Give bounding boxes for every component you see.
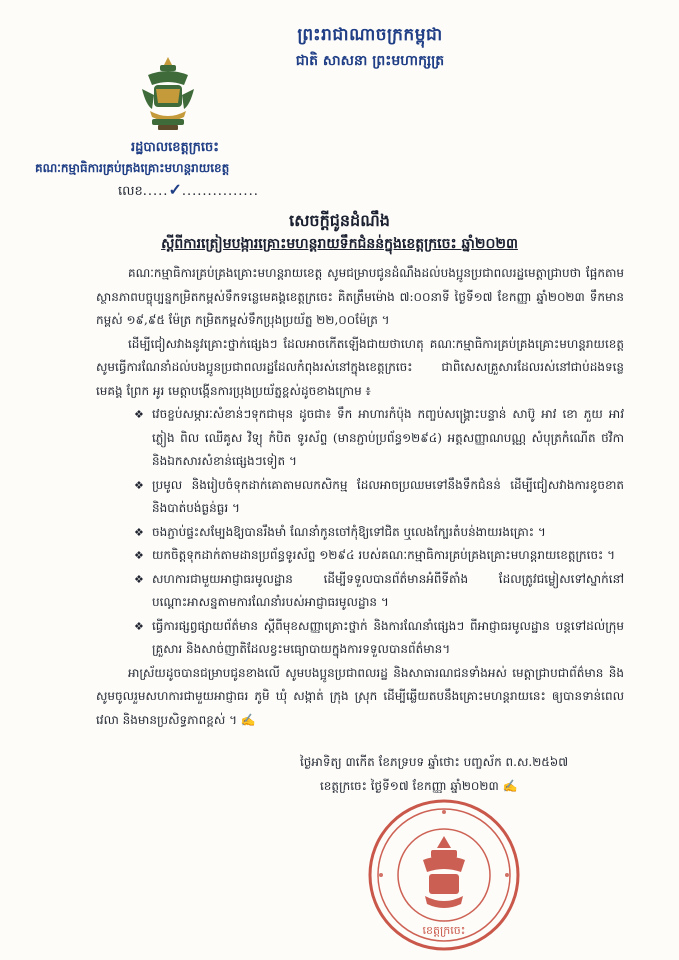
- list-item: ❖ ប្រមូល និងរៀបចំទុកដាក់គោតាមលកសិកម្ម ដែលអាចប្រឈមទៅនឹងទឹកជំនន់ ដើម្បីជៀសវាងការខូចខាត និងបាត់បង់ធ្ងន់ធ្ងរ ។: [134, 474, 624, 521]
- notice-body: [96, 262, 624, 732]
- solar-date: ខេត្តក្រចេះ ថ្ងៃទី១៧ ខែកញ្ញា ឆ្នាំ២០២៣: [320, 779, 499, 793]
- advice-list: [96, 403, 624, 662]
- kingdom-header: [250, 22, 490, 74]
- signature-mark: ✍: [502, 779, 518, 793]
- reference-number: [118, 180, 259, 202]
- issuer-block: [35, 138, 305, 178]
- issuer-committee: គណៈកម្មាធិការគ្រប់គ្រងគ្រោះមហន្តរាយខេត្ត: [35, 161, 230, 175]
- kingdom-name: ព្រះរាជាណាចក្រកម្ពុជា: [297, 25, 443, 45]
- closing-text: អាស្រ័យដូចបានជម្រាបជូនខាងលើ សូមបងប្អូនប្រជាពលរដ្ឋ និងសាធារណជនទាំងអស់ មេត្តាជ្រាបជាព័ត៌មាន និងសូមចូលរួមសហការជាមួយអាជ្ញាធរ ភូមិ ឃុំ សង្កាត់ ក្រុង ស្រុក ដើម្បីឆ្លើយតបនឹងគ្រោះមហន្តរាយនេះ ឲ្យបានទាន់ពេលវេលា និងមានប្រសិទ្ធភាពខ្ពស់ ។: [96, 665, 624, 727]
- solar-date-line: [320, 778, 679, 796]
- issuer-office: រដ្ឋបាលខេត្តក្រចេះ: [131, 140, 219, 155]
- closing-paragraph: [96, 662, 624, 733]
- list-item: ❖ ធ្វើការផ្សព្វផ្សាយព័ត៌មាន ស្ដីពីមុខសញ្ញាគ្រោះថ្នាក់ និងការណែនាំផ្សេងៗ ពីអាជ្ញាធរមូលដ្ឋាន បន្តទៅដល់ក្រុមគ្រួសារ និងសាច់ញាតិដែលខ្វះមធ្យោបាយក្នុងការទទួលបានព័ត៌មាន។: [134, 615, 624, 662]
- reference-mark: ✓: [168, 180, 182, 199]
- lunar-date: ថ្ងៃអាទិត្យ ៣កើត ខែភទ្របទ ឆ្នាំថោះ បញ្ចស័ក ព.ស.២៥៦៧: [300, 755, 569, 769]
- list-item: ❖ យកចិត្តទុកដាក់តាមដានប្រព័ន្ធទូរស័ព្ទ ១២៩៤ របស់គណៈកម្មាធិការគ្រប់គ្រងគ្រោះមហន្តរាយខេត្តក្រចេះ ។: [134, 544, 624, 568]
- notice-subject: ស្ដីពីការត្រៀមបង្ការគ្រោះមហន្តរាយទឹកជំនន់ក្នុងខេត្តក្រចេះ ឆ្នាំ២០២៣: [161, 236, 518, 252]
- reference-dots: .....: [142, 184, 169, 199]
- reference-label: លេខ: [118, 184, 143, 199]
- advice-paragraph: ដើម្បីជៀសវាងនូវគ្រោះថ្នាក់ផ្សេងៗ ដែលអាចកើតឡើងជាយថាហេតុ គណៈកម្មាធិការគ្រប់គ្រងគ្រោះមហន្តរាយខេត្ត សូមធ្វើការណែនាំដល់បងប្អូនប្រជាពលរដ្ឋដែលកំពុងរស់នៅក្នុងខេត្តក្រចេះ ជាពិសេសគ្រួសារដែលរស់នៅជាប់ដងទន្លេមេគង្គ ព្រែក អូរ មេត្តាបង្កើនការប្រុងប្រយ័ត្នខ្ពស់ដូចខាងក្រោម ៖: [96, 336, 624, 398]
- list-item: ❖ ចងភ្ជាប់ផ្ទះសម្បែងឱ្យបានរឹងមាំ ណែនាំកូនចៅកុំឱ្យទៅជិត ឬលេងក្បែរតំបន់ងាយរងគ្រោះ ។: [134, 521, 624, 545]
- coat-of-arms-emblem: [138, 55, 198, 133]
- list-item: ❖ វេចខ្ចប់សម្ភារៈសំខាន់ៗទុកជាមុន ដូចជា៖ ទឹក អាហារកំប៉ុង កញ្ចប់សង្គ្រោះបន្ទាន់ សាប៊ូ អាវ ខោ ភួយ អាវភ្លៀង ពិល ឈើគូស វិទ្យុ កំបិត ទូរស័ព្ទ (មានភ្ជាប់ប្រព័ន្ធ១២៩៤) អត្តសញ្ញាណបណ្ណ សំបុត្រកំណើត ថវិកា និងឯកសារសំខាន់ផ្សេងៗទៀត ។: [134, 403, 624, 474]
- notice-title: សេចក្ដីជូនដំណឹង: [289, 211, 390, 230]
- seal-text: ខេត្តក្រចេះ: [422, 924, 466, 937]
- kingdom-motto: ជាតិ សាសនា ព្រះមហាក្សត្រ: [295, 53, 445, 69]
- list-item: ❖ សហការជាមួយអាជ្ញាធរមូលដ្ឋាន ដើម្បីទទួលបានព័ត៌មានអំពីទីតាំង ដែលត្រូវជម្លៀសទៅស្នាក់នៅបណ្ដោះអាសន្នតាមការណែនាំរបស់អាជ្ញាធរមូលដ្ឋាន ។: [134, 568, 624, 615]
- intro-paragraph: គណៈកម្មាធិការគ្រប់គ្រងគ្រោះមហន្តរាយខេត្ត សូមជម្រាបជូនដំណឹងដល់បងប្អូនប្រជាពលរដ្ឋមេត្តាជ្រាបថា ផ្អែកតាមស្ថានភាពបច្ចុប្បន្នកម្រិតកម្ពស់ទឹកទន្លេមេគង្គខេត្តក្រចេះ គិតត្រឹមម៉ោង ៧:០០នាទី ថ្ងៃទី១៧ ខែកញ្ញា ឆ្នាំ២០២៣ ទឹកមានកម្ពស់ ១៩,៩៥ ម៉ែត្រ កម្រិតកម្ពស់ទឹកប្រុងប្រយ័ត្ន ២២,០០ម៉ែត្រ ។: [96, 266, 624, 327]
- official-seal: [365, 796, 523, 954]
- reference-dots-trailing: ...............: [181, 184, 259, 199]
- initial-mark: ✍: [240, 712, 256, 727]
